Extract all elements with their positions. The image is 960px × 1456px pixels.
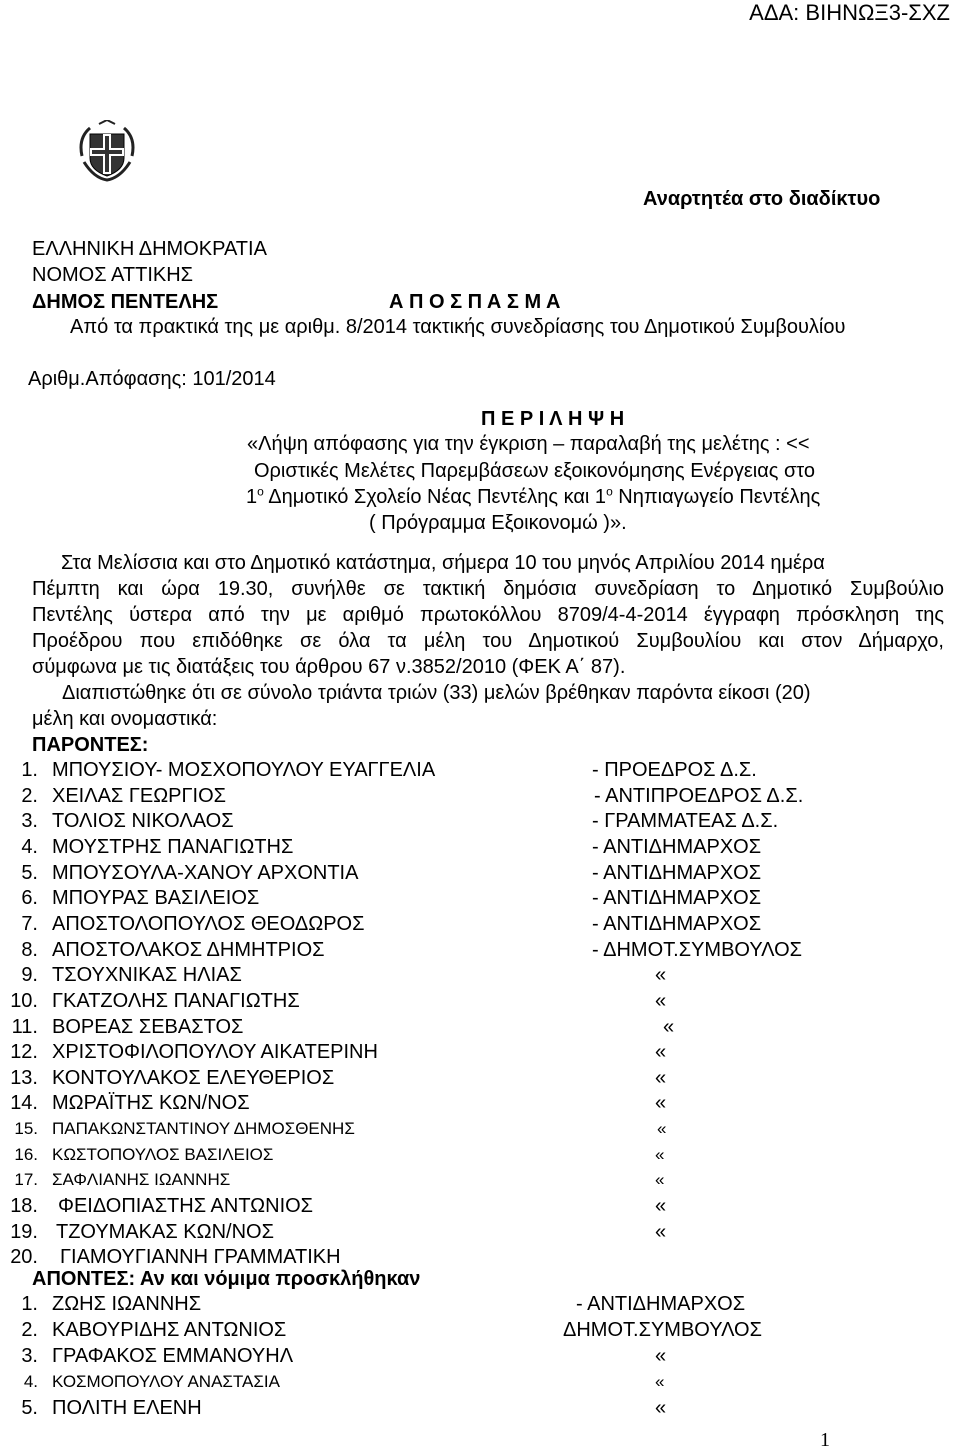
- member-number: 14.: [10, 1092, 38, 1115]
- member-name: ΜΩΡΑΪΤΗΣ ΚΩΝ/ΝΟΣ: [52, 1092, 250, 1115]
- member-name: ΓΙΑΜΟΥΓΙΑΝΝΗ ΓΡΑΜΜΑΤΙΚΗ: [60, 1246, 341, 1269]
- member-role: «: [655, 1144, 665, 1164]
- member-number: 9.: [21, 964, 38, 987]
- member-name: ΣΑΦΛΙΑΝΗΣ ΙΩΑΝΝΗΣ: [52, 1170, 231, 1190]
- member-number: 8.: [21, 938, 38, 961]
- present-row: [0, 808, 960, 834]
- member-number: 5.: [21, 1397, 38, 1419]
- present-row: [0, 1039, 960, 1065]
- present-row: [0, 757, 960, 783]
- greek-emblem-icon: [76, 120, 138, 184]
- present-row: [0, 962, 960, 988]
- member-number: 11.: [11, 1015, 38, 1038]
- summary-title: Π Ε Ρ Ι Λ Η Ψ Η: [481, 408, 625, 430]
- member-role: - ΑΝΤΙΔΗΜΑΡΧΟΣ: [592, 912, 762, 935]
- present-row: [0, 783, 960, 809]
- body-line-2: Πέμπτη και ώρα 19.30, συνήλθε σε τακτική δημόσια συνεδρίαση το Δημοτικό Συμβούλιο: [32, 578, 944, 600]
- member-name: ΤΣΟΥΧΝΙΚΑΣ ΗΛΙΑΣ: [52, 964, 242, 987]
- member-role: «: [655, 1041, 667, 1064]
- member-name: ΖΩΗΣ ΙΩΑΝΝΗΣ: [52, 1293, 202, 1315]
- present-row: [0, 911, 960, 937]
- member-role: «: [655, 1372, 665, 1391]
- member-name: ΧΡΙΣΤΟΦΙΛΟΠΟΥΛΟΥ ΑΙΚΑΤΕΡΙΝΗ: [52, 1041, 378, 1064]
- present-row: [0, 834, 960, 860]
- summary-line-2: Οριστικές Μελέτες Παρεμβάσεων εξοικονόμησης Ενέργειας στο: [254, 460, 816, 482]
- absent-heading: ΑΠΟΝΤΕΣ: Αν και νόμιμα προσκλήθηκαν: [32, 1268, 421, 1290]
- member-role: «: [655, 1397, 667, 1419]
- member-name: ΒΟΡΕΑΣ ΣΕΒΑΣΤΟΣ: [52, 1015, 244, 1038]
- member-number: 18.: [10, 1195, 38, 1218]
- member-role: «: [655, 1345, 667, 1367]
- member-name: ΧΕΙΛΑΣ ΓΕΩΡΓΙΟΣ: [52, 784, 226, 807]
- member-name: ΤΟΛΙΟΣ ΝΙΚΟΛΑΟΣ: [52, 810, 234, 833]
- member-role: «: [663, 1015, 675, 1038]
- page-number: 1: [820, 1429, 830, 1451]
- member-role: - ΓΡΑΜΜΑΤΕΑΣ Δ.Σ.: [592, 810, 779, 833]
- absent-row: [0, 1317, 960, 1343]
- member-role: - ΑΝΤΙΔΗΜΑΡΧΟΣ: [592, 835, 762, 858]
- member-role: «: [655, 1195, 667, 1218]
- summary-line-3-part-a: 1: [246, 486, 258, 508]
- member-name: ΑΠΟΣΤΟΛΑΚΟΣ ΔΗΜΗΤΡΙΟΣ: [52, 938, 325, 961]
- member-name: ΜΟΥΣΤΡΗΣ ΠΑΝΑΓΙΩΤΗΣ: [52, 835, 294, 858]
- summary-line-3-part-c: Νηπιαγωγείο Πεντέλης: [612, 486, 821, 508]
- member-name: ΜΠΟΥΡΑΣ ΒΑΣΙΛΕΙΟΣ: [52, 887, 260, 910]
- present-heading: ΠΑΡΟΝΤΕΣ:: [32, 734, 149, 756]
- member-name: ΦΕΙΔΟΠΙΑΣΤΗΣ ΑΝΤΩΝΙΟΣ: [58, 1195, 314, 1218]
- member-role: - ΑΝΤΙΔΗΜΑΡΧΟΣ: [576, 1293, 746, 1315]
- member-role: - ΑΝΤΙΠΡΟΕΔΡΟΣ Δ.Σ.: [594, 784, 804, 807]
- member-number: 4.: [23, 1372, 38, 1391]
- member-name: ΠΑΠΑΚΩΝΣΤΑΝΤΙΝΟΥ ΔΗΜΟΣΘΕΝΗΣ: [52, 1119, 355, 1139]
- quorum-line-1: Διαπιστώθηκε ότι σε σύνολο τριάντα τριών (33) μελών βρέθηκαν παρόντα είκοσι (20): [62, 682, 811, 704]
- member-number: 6.: [21, 887, 38, 910]
- member-role: «: [655, 964, 667, 987]
- absent-row: [0, 1343, 960, 1369]
- present-row: [0, 1090, 960, 1116]
- member-number: 5.: [21, 861, 38, 884]
- member-number: 1.: [21, 759, 38, 781]
- member-role: - ΑΝΤΙΔΗΜΑΡΧΟΣ: [592, 887, 762, 910]
- member-number: 16.: [14, 1144, 38, 1164]
- member-role: «: [655, 1066, 667, 1089]
- present-row: [0, 1219, 960, 1245]
- superscript-o: ο: [257, 484, 264, 499]
- member-role: «: [655, 1092, 667, 1115]
- member-number: 17.: [14, 1170, 38, 1190]
- present-row: [0, 1193, 960, 1219]
- member-number: 7.: [21, 912, 38, 935]
- member-number: 12.: [10, 1041, 38, 1064]
- member-number: 15.: [14, 1119, 38, 1139]
- summary-line-3-part-b: Δημοτικό Σχολείο Νέας Πεντέλης και 1: [263, 486, 607, 508]
- summary-line-3: [246, 484, 820, 510]
- member-role: ΔΗΜΟΤ.ΣΥΜΒΟΥΛΟΣ: [563, 1319, 762, 1341]
- present-row: [0, 988, 960, 1014]
- member-role: «: [655, 1220, 667, 1243]
- member-role: - ΑΝΤΙΔΗΜΑΡΧΟΣ: [592, 861, 762, 884]
- member-number: 20.: [10, 1246, 38, 1269]
- member-name: ΚΟΣΜΟΠΟΥΛΟΥ ΑΝΑΣΤΑΣΙΑ: [52, 1372, 280, 1391]
- member-name: ΓΚΑΤΖΟΛΗΣ ΠΑΝΑΓΙΩΤΗΣ: [52, 989, 300, 1012]
- member-number: 10.: [10, 989, 38, 1012]
- present-row: [0, 937, 960, 963]
- summary-line-1: «Λήψη απόφασης για την έγκριση – παραλαβή της μελέτης : <<: [247, 433, 810, 455]
- member-role: - ΔΗΜΟΤ.ΣΥΜΒΟΥΛΟΣ: [592, 938, 803, 961]
- absent-row: [0, 1291, 960, 1317]
- superscript-o: ο: [606, 484, 613, 499]
- present-row: [0, 1065, 960, 1091]
- member-name: ΑΠΟΣΤΟΛΟΠΟΥΛΟΣ ΘΕΟΔΩΡΟΣ: [52, 912, 365, 935]
- member-name: ΚΩΣΤΟΠΟΥΛΟΣ ΒΑΣΙΛΕΙΟΣ: [52, 1144, 274, 1164]
- present-row: [0, 1142, 960, 1168]
- decision-number: Αριθμ.Απόφασης: 101/2014: [28, 368, 276, 390]
- member-number: 2.: [21, 1319, 38, 1341]
- member-name: ΚΟΝΤΟΥΛΑΚΟΣ ΕΛΕΥΘΕΡΙΟΣ: [52, 1066, 335, 1089]
- member-role: «: [655, 989, 667, 1012]
- minutes-reference: Από τα πρακτικά της με αριθμ. 8/2014 τακτικής συνεδρίασης του Δημοτικού Συμβουλίου: [70, 316, 846, 338]
- body-line-4: Προέδρου που επιδόθηκε σε όλα τα μέλη του Δημοτικού Συμβουλίου και στον Δήμαρχο,: [32, 630, 944, 652]
- body-line-3: Πεντέλης ύστερα από την με αριθμό πρωτοκόλλου 8709/4-4-2014 έγγραφη πρόσκληση της: [32, 604, 944, 626]
- posting-note: Αναρτητέα στο διαδίκτυο: [643, 188, 881, 210]
- issuer-line-prefecture: ΝΟΜΟΣ ΑΤΤΙΚΗΣ: [32, 264, 194, 286]
- present-row: [0, 1167, 960, 1193]
- present-row: [0, 1116, 960, 1142]
- member-name: ΠΟΛΙΤΗ ΕΛΕΝΗ: [52, 1397, 202, 1419]
- ada-code: ΑΔΑ: ΒΙΗΝΩΞ3-ΣΧΖ: [749, 0, 950, 25]
- member-name: ΜΠΟΥΣΙΟΥ- ΜΟΣΧΟΠΟΥΛΟΥ ΕΥΑΓΓΕΛΙΑ: [52, 759, 436, 781]
- document-type-title: Α Π Ο Σ Π Α Σ Μ Α: [389, 291, 561, 313]
- issuer-line-republic: ΕΛΛΗΝΙΚΗ ΔΗΜΟΚΡΑΤΙΑ: [32, 238, 267, 260]
- member-name: ΚΑΒΟΥΡΙΔΗΣ ΑΝΤΩΝΙΟΣ: [52, 1319, 287, 1341]
- member-role: - ΠΡΟΕΔΡΟΣ Δ.Σ.: [592, 759, 757, 781]
- body-line-5: σύμφωνα με τις διατάξεις του άρθρου 67 ν.3852/2010 (ΦΕΚ Α΄ 87).: [32, 656, 626, 678]
- present-row: [0, 885, 960, 911]
- present-row: [0, 860, 960, 886]
- member-role: «: [655, 1170, 665, 1190]
- member-name: ΓΡΑΦΑΚΟΣ ΕΜΜΑΝΟΥΗΛ: [52, 1345, 294, 1367]
- absent-row: [0, 1395, 960, 1421]
- member-name: ΜΠΟΥΣΟΥΛΑ-ΧΑΝΟΥ ΑΡΧΟΝΤΙΑ: [52, 861, 359, 884]
- absent-row: [0, 1369, 960, 1395]
- member-number: 2.: [21, 784, 38, 807]
- member-number: 19.: [10, 1220, 38, 1243]
- member-number: 13.: [10, 1066, 38, 1089]
- issuer-line-municipality: ΔΗΜΟΣ ΠΕΝΤΕΛΗΣ: [32, 291, 219, 313]
- quorum-line-2: μέλη και ονομαστικά:: [32, 708, 218, 730]
- member-number: 4.: [21, 835, 38, 858]
- member-number: 3.: [21, 810, 38, 833]
- member-number: 1.: [21, 1293, 38, 1315]
- member-number: 3.: [21, 1345, 38, 1367]
- present-row: [0, 1014, 960, 1040]
- summary-line-4: ( Πρόγραμμα Εξοικονομώ )».: [369, 512, 627, 534]
- member-name: ΤΖΟΥΜΑΚΑΣ ΚΩΝ/ΝΟΣ: [56, 1220, 274, 1243]
- body-line-1: Στα Μελίσσια και στο Δημοτικό κατάστημα, σήμερα 10 του μηνός Απριλίου 2014 ημέρα: [61, 552, 825, 574]
- member-role: «: [657, 1119, 667, 1139]
